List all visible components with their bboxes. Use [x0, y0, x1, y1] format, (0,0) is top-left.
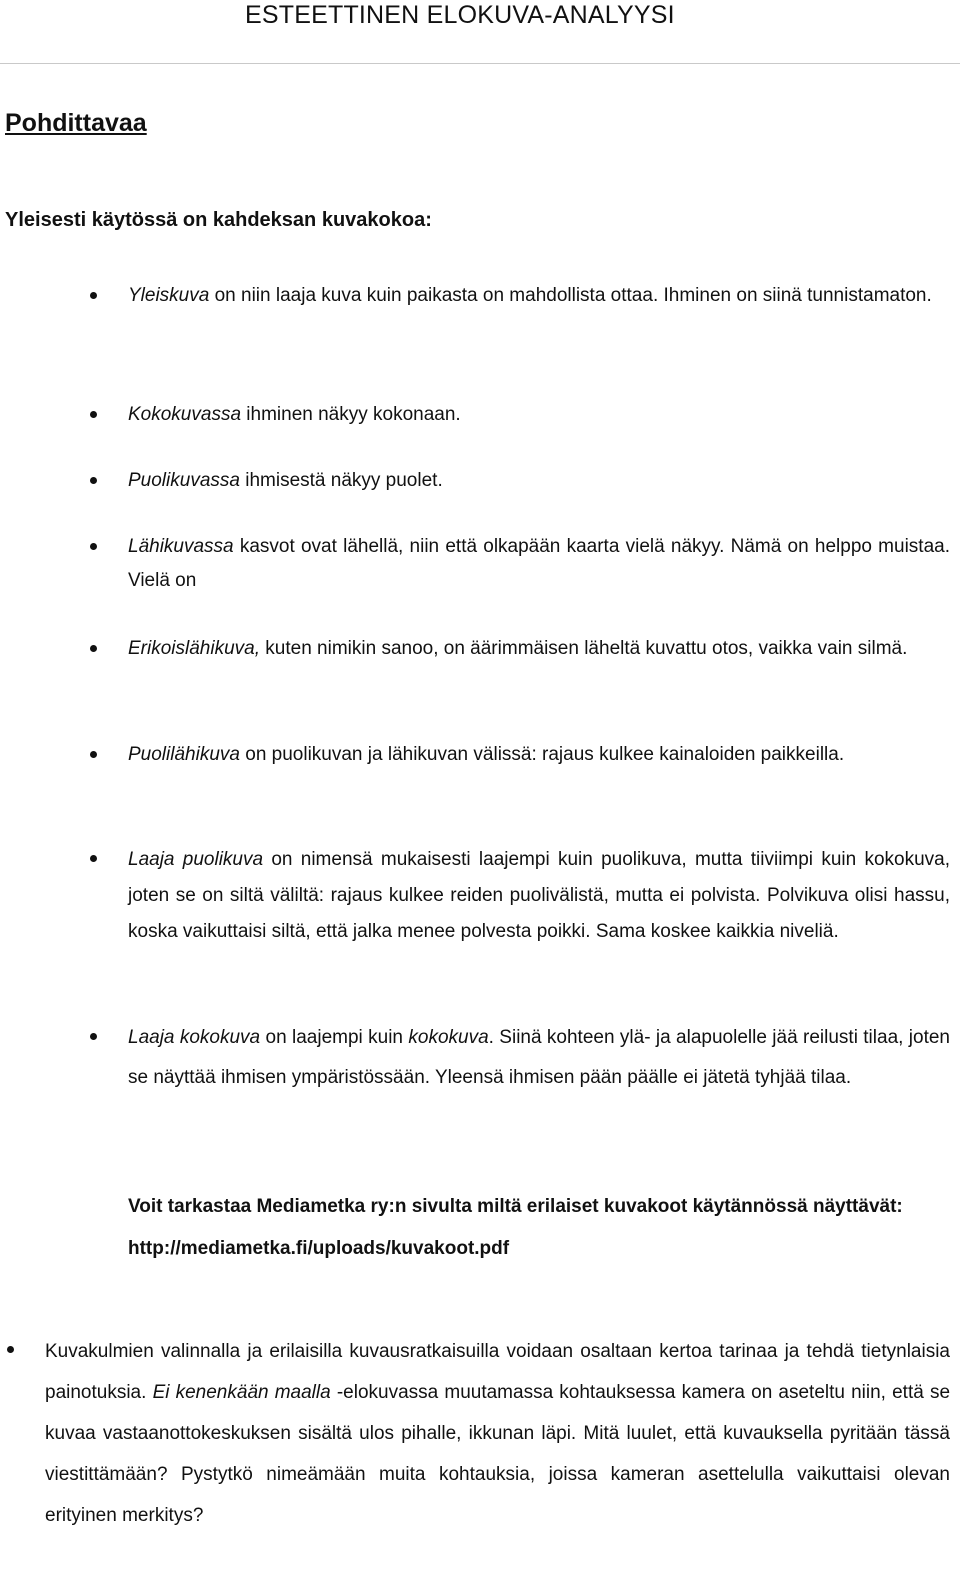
header-title: ESTEETTINEN ELOKUVA-ANALYYSI [245, 1, 675, 29]
shot-term: Kokokuvassa [128, 404, 242, 425]
list-item [128, 279, 950, 313]
bullet-icon [90, 411, 97, 418]
shot-description: on puolikuvan ja lähikuvan välissä: rajaus kulkee kainaloiden paikkeilla. [239, 744, 845, 765]
shot-description: kuten nimikin sanoo, on äärimmäisen läheltä kuvattu otos, vaikka vain silmä. [260, 638, 908, 659]
bullet-icon [90, 645, 97, 652]
shot-term: Erikoislähikuva, [128, 638, 260, 659]
intro-text: Yleisesti käytössä on kahdeksan kuvakokoa: [5, 209, 432, 231]
shot-description: on niin laaja kuva kuin paikasta on mahdollista ottaa. Ihminen on siinä tunnistamaton. [209, 285, 932, 306]
bullet-icon [90, 751, 97, 758]
bullet-icon [90, 1033, 97, 1040]
shot-term: Yleiskuva [128, 285, 210, 306]
shot-term: Lähikuvassa [128, 536, 234, 557]
bullet-icon [7, 1346, 14, 1353]
shot-description: on nimensä mukaisesti laajempi kuin puolikuva, mutta tiiviimpi kuin kokokuva, joten se on siltä väliltä: rajaus kulkee reiden puolivälistä, mutta ei polvista. Polvikuva olisi hassu, koska vaikuttaisi siltä, että jalka menee polvesta poikki. Sama koskee kaikkia niveliä. [128, 849, 951, 942]
shot-term-secondary: kokokuva [408, 1027, 489, 1048]
bullet-icon [90, 855, 97, 862]
shot-description: ihmisestä näkyy puolet. [239, 470, 443, 491]
shot-description: kasvot ovat lähellä, niin että olkapään kaarta vielä näkyy. Nämä on helppo muistaa. Vielä on [128, 536, 950, 591]
closing-paragraph [45, 1331, 950, 1536]
closing-text-end: -elokuvassa muutamassa kohtauksessa kamera on aseteltu niin, että se kuvaa vastaanottokeskuksen sisältä ulos pihalle, ikkunan läpi. Mitä luulet, että kuvauksella pyritään tässä viestittämään? Pystytkö nimeämään muita kohtauksia, joissa kameran asettelulla vaikuttaisi olevan erityinen merkitys? [45, 1382, 951, 1526]
shot-term: Puolikuvassa [128, 470, 240, 491]
list-item [128, 842, 950, 950]
shot-description-part: on laajempi kuin [260, 1027, 409, 1048]
shot-term: Laaja puolikuva [128, 849, 264, 870]
reference-note: Voit tarkastaa Mediametka ry:n sivulta miltä erilaiset kuvakoot käytännössä näyttävät: http://mediametka.fi/uploads/kuvakoot.pdf [128, 1196, 903, 1259]
bullet-icon [90, 477, 97, 484]
header-divider [0, 63, 960, 64]
list-item [128, 398, 950, 432]
shot-term: Laaja kokokuva [128, 1027, 261, 1048]
list-item [128, 738, 950, 772]
list-item [128, 1018, 950, 1098]
shot-description: . Siinä kohteen ylä- ja alapuolelle jää reilusti tilaa, joten se näyttää ihmisen ympäristössään. Yleensä ihmisen pään päälle ei jätetä tyhjää tilaa. [128, 1027, 950, 1088]
shot-term: Puolilähikuva [128, 744, 240, 765]
list-item [128, 530, 950, 598]
shot-description: ihminen näkyy kokonaan. [241, 404, 461, 425]
closing-text-start: Kuvakulmien valinnalla ja erilaisilla kuvausratkaisuilla voidaan osaltaan kertoa tarinaa ja tehdä tietynlaisia painotuksia. [45, 1341, 950, 1403]
bullet-icon [90, 543, 97, 550]
list-item [128, 632, 950, 666]
list-item [128, 464, 950, 498]
film-title: Ei kenenkään maalla [152, 1382, 331, 1403]
section-heading: Pohdittavaa [5, 109, 147, 137]
bullet-icon [90, 292, 97, 299]
